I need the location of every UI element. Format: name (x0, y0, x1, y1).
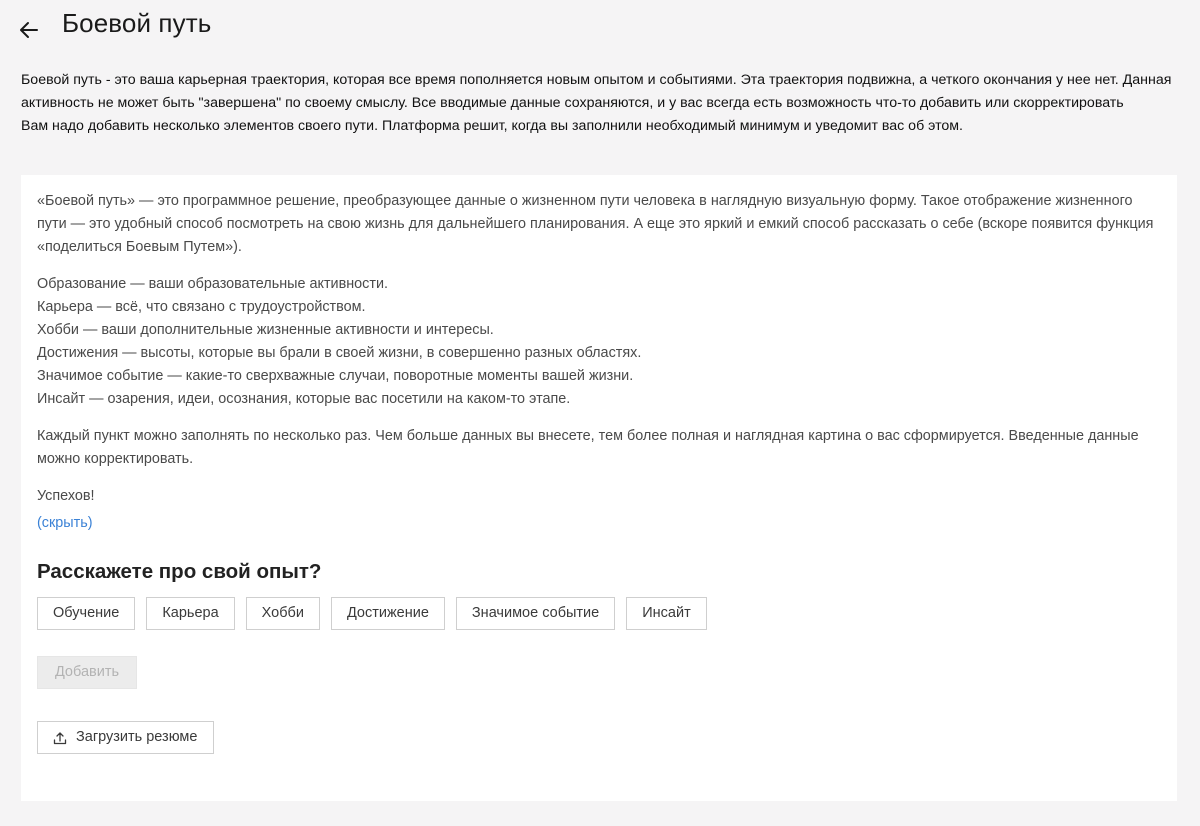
intro-text (21, 69, 1181, 139)
category-item: Достижения — высоты, которые вы брали в своей жизни, в совершенно разных областях. (37, 345, 642, 361)
wish-text: Успехов! (37, 488, 95, 504)
intro-paragraph: Вам надо добавить несколько элементов своего пути. Платформа решит, когда вы заполнили необходимый минимум и уведомит вас об этом. (21, 118, 963, 135)
intro-paragraph: Боевой путь - это ваша карьерная траектория, которая все время пополняется новым опытом и событиями. Эта траектория подвижна, а четкого окончания у нее нет. Данная активность не может быть "завершена" по своему смыслу. Все вводимые данные сохраняются, и у вас всегда есть возможность что-то добавить или скорректировать (21, 72, 1172, 112)
upload-resume-button[interactable] (37, 721, 214, 754)
content-card (21, 175, 1177, 801)
category-item: Образование — ваши образовательные активности. (37, 276, 389, 292)
tab-achievement[interactable]: Достижение (331, 597, 445, 630)
category-item: Значимое событие — какие-то сверхважные случаи, поворотные моменты вашей жизни. (37, 368, 634, 384)
page-title: Боевой путь (62, 8, 212, 38)
tab-significant-event[interactable]: Значимое событие (456, 597, 615, 630)
page-header (0, 0, 1200, 50)
add-button[interactable]: Добавить (37, 656, 137, 689)
description-text: «Боевой путь» — это программное решение, преобразующее данные о жизненном пути человека в наглядную визуальную форму. Такое отображение жизненного пути — это удобный способ посмотреть на свою жизнь для дальнейшего планирования. А еще это яркий и емкий способ рассказать о себе (вскоре появится функция «поделиться Боевым Путем»). (37, 193, 1154, 255)
card-body (37, 190, 1157, 535)
category-item: Карьера — всё, что связано с трудоустройством. (37, 299, 366, 315)
tab-hobby[interactable]: Хобби (246, 597, 320, 630)
experience-question: Расскажете про свой опыт? (37, 560, 322, 583)
hide-link[interactable]: (скрыть) (37, 515, 93, 531)
category-item: Хобби — ваши дополнительные жизненные активности и интересы. (37, 322, 494, 338)
tab-insight[interactable]: Инсайт (626, 597, 706, 630)
tab-education[interactable]: Обучение (37, 597, 135, 630)
tab-career[interactable]: Карьера (146, 597, 234, 630)
category-list (37, 273, 1157, 411)
upload-resume-label: Загрузить резюме (76, 729, 198, 745)
note-text: Каждый пункт можно заполнять по несколько раз. Чем больше данных вы внесете, тем более полная и наглядная картина о вас сформируется. Введенные данные можно корректировать. (37, 428, 1139, 467)
back-button[interactable] (17, 19, 41, 41)
arrow-left-icon (17, 19, 41, 41)
upload-icon (53, 731, 67, 745)
experience-type-tabs (37, 597, 707, 630)
category-item: Инсайт — озарения, идеи, осознания, которые вас посетили на каком-то этапе. (37, 391, 571, 407)
